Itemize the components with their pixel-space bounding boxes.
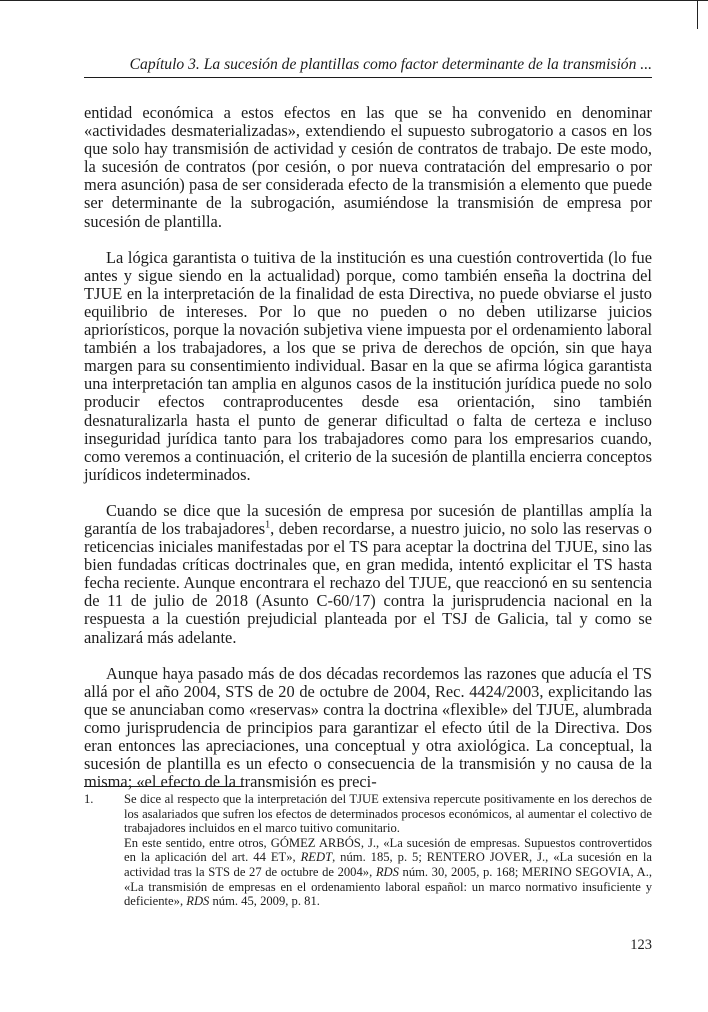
footnote-1 [84,792,652,909]
footnote-divider [84,786,244,787]
footnote-line-1: Se dice al respecto que la interpretación del TJUE extensiva repercute positivamente en los derechos de los asalariados que sufren los efectos de determinados procesos económicos, al aumentar el colectivo de trabajadores incluidos en el marco tuitivo comunitario. [124,792,652,836]
footnote-text: , núm. 185, p. 5; RENTERO JOVER, J., «La sucesión en la actividad tras la STS de 27 de octubre de 2004», [124,850,652,879]
footnote-text: núm. 30, 2005, p. 168; MERINO SEGOVIA, A., «La transmisión de empresas en el ordenamiento laboral español: un marco normativo insuficiente y deficiente», [124,864,652,909]
footnote-line-2 [124,836,652,909]
paragraph-3-start: Cuando se dice que la sucesión de empresa por sucesión de plantillas amplía la garantía de los trabajadores [84,500,652,538]
paragraph-3 [84,502,652,647]
paragraph-2: La lógica garantista o tuitiva de la institución es una cuestión controvertida (lo fue antes y sigue siendo en la actualidad) porque, como también enseña la doctrina del TJUE en la interpretación de la finalidad de esta Directiva, no puede obviarse el justo equilibrio de intereses. Por lo que no pueden o no deben utilizarse juicios apriorísticos, porque la novación subjetiva viene impuesta por el ordenamiento laboral también a los trabajadores, a los que se priva de derechos de opción, sin que haya margen para su consentimiento individual. Basar en la que se afirma lógica garantista una interpretación tan amplia en algunos casos de la institución jurídica puede no solo producir efectos contraproducentes desde esa orientación, sino también desnaturalizarla hasta el punto de generar dificultad o falta de certeza e incluso inseguridad jurídica tanto para los trabajadores como para los empresarios cuando, como veremos a continuación, el criterio de la sucesión de plantilla encierra conceptos jurídicos indeterminados. [84,247,652,484]
page-edge-frame [0,0,708,29]
footnote-text: núm. 45, 2009, p. 81. [209,894,320,909]
paragraph-3-end: , deben recordarse, a nuestro juicio, no solo las reservas o reticencias iniciales manifestadas por el TS para aceptar la doctrina del TJUE, sino las bien fundadas críticas doctrinales que, en gran medida, intentó explicitar el TS hasta fecha reciente. Aunque encontrara el rechazo del TJUE, que reaccionó en su sentencia de 11 de julio de 2018 (Asunto C-60/17) contra la jurisprudencia nacional en la respuesta a la cuestión prejudicial planteada por el TSJ de Galicia, tal y como se analizará más adelante. [84,518,652,647]
paragraph-4: Aunque haya pasado más de dos décadas recordemos las razones que aducía el TS allá por el año 2004, STS de 20 de octubre de 2004, Rec. 4424/2003, explicitando las que se anunciaban como «reservas» contra la doctrina «flexible» del TJUE, alumbrada como jurisprudencia de principios para garantizar el efecto útil de la Directiva. Dos eran entonces las apreciaciones, una conceptual y otra axiológica. La conceptual, la sucesión de plantilla es un efecto o consecuencia de la transmisión y no causa de la misma; «el efecto de la transmisión es preci- [84,663,652,792]
journal-abbrev: REDT [300,850,333,865]
footnote-ref-1[interactable]: 1 [265,519,271,531]
paragraph-1: entidad económica a estos efectos en las que se ha convenido en denominar «actividades desmaterializadas», extendiendo el supuesto subrogatorio a casos en los que solo hay transmisión de actividad y cesión de contratos de trabajo. De este modo, la sucesión de contratos (por cesión, o por nueva contratación del empresario o por mera asunción) pasa de ser considerada efecto de la transmisión a elemento que puede ser determinante de la subrogación, asumiéndose la transmisión de empresa por sucesión de plantilla. [84,103,652,231]
journal-abbrev: RDS [186,894,210,909]
page-number: 123 [630,937,652,953]
footnote-number: 1. [84,792,94,806]
footnote-text: En este sentido, entre otros, GÓMEZ ARBÓS, J., «La sucesión de empresas. Supuestos controvertidos en la aplicación del art. 44 ET», [124,835,652,865]
running-header: Capítulo 3. La sucesión de plantillas como factor determinante de la transmisión ... [84,56,652,78]
journal-abbrev: RDS [375,864,399,879]
body-text [84,104,652,809]
